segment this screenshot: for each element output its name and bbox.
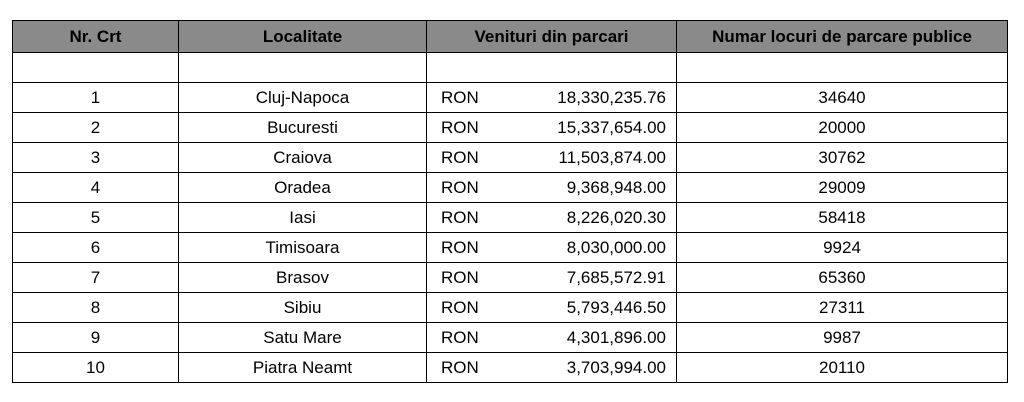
venituri-cell: [427, 263, 677, 293]
table-row: [13, 113, 1008, 143]
currency-label: RON: [441, 177, 479, 197]
numar-locuri-cell: 29009: [677, 173, 1008, 203]
nr-crt-cell: 3: [13, 143, 179, 173]
venituri-cell: [427, 233, 677, 263]
header-row: [13, 21, 1008, 53]
currency-label: RON: [441, 237, 479, 257]
revenue-amount: 5,793,446.50: [566, 297, 666, 317]
nr-crt-cell: 4: [13, 173, 179, 203]
numar-locuri-cell: 34640: [677, 83, 1008, 113]
header-localitate: Localitate: [179, 21, 427, 53]
numar-locuri-cell: 20000: [677, 113, 1008, 143]
table-row: [13, 293, 1008, 323]
header-nr-crt: Nr. Crt: [13, 21, 179, 53]
table-row: [13, 323, 1008, 353]
table-row: [13, 83, 1008, 113]
localitate-cell: Bucuresti: [179, 113, 427, 143]
header-venituri: Venituri din parcari: [427, 21, 677, 53]
nr-crt-cell: 2: [13, 113, 179, 143]
localitate-cell: Satu Mare: [179, 323, 427, 353]
venituri-cell: [427, 203, 677, 233]
nr-crt-cell: 5: [13, 203, 179, 233]
currency-label: RON: [441, 87, 479, 107]
numar-locuri-cell: 27311: [677, 293, 1008, 323]
nr-crt-cell: 7: [13, 263, 179, 293]
venituri-cell: [427, 143, 677, 173]
table-row: [13, 353, 1008, 383]
revenue-amount: 8,030,000.00: [566, 237, 666, 257]
numar-locuri-cell: 65360: [677, 263, 1008, 293]
revenue-amount: 3,703,994.00: [566, 357, 666, 377]
nr-crt-cell: 6: [13, 233, 179, 263]
revenue-amount: 15,337,654.00: [557, 117, 666, 137]
numar-locuri-cell: 58418: [677, 203, 1008, 233]
nr-crt-cell: 9: [13, 323, 179, 353]
localitate-cell: Craiova: [179, 143, 427, 173]
venituri-cell: [427, 113, 677, 143]
currency-label: RON: [441, 297, 479, 317]
revenue-amount: 9,368,948.00: [566, 177, 666, 197]
venituri-cell: [427, 323, 677, 353]
currency-label: RON: [441, 147, 479, 167]
localitate-cell: Iasi: [179, 203, 427, 233]
numar-locuri-cell: 9924: [677, 233, 1008, 263]
parking-revenue-table: [12, 20, 1008, 383]
header-numar-locuri: Numar locuri de parcare publice: [677, 21, 1008, 53]
venituri-cell: [427, 353, 677, 383]
table-row: [13, 263, 1008, 293]
currency-label: RON: [441, 267, 479, 287]
currency-label: RON: [441, 357, 479, 377]
venituri-cell: [427, 83, 677, 113]
localitate-cell: Timisoara: [179, 233, 427, 263]
table-row: [13, 143, 1008, 173]
empty-cell: [13, 53, 179, 83]
numar-locuri-cell: 30762: [677, 143, 1008, 173]
venituri-cell: [427, 173, 677, 203]
localitate-cell: Cluj-Napoca: [179, 83, 427, 113]
table-row: [13, 203, 1008, 233]
nr-crt-cell: 1: [13, 83, 179, 113]
table-row: [13, 233, 1008, 263]
empty-cell: [677, 53, 1008, 83]
revenue-amount: 18,330,235.76: [557, 87, 666, 107]
currency-label: RON: [441, 207, 479, 227]
revenue-amount: 4,301,896.00: [566, 327, 666, 347]
venituri-cell: [427, 293, 677, 323]
revenue-amount: 7,685,572.91: [566, 267, 666, 287]
localitate-cell: Oradea: [179, 173, 427, 203]
currency-label: RON: [441, 117, 479, 137]
currency-label: RON: [441, 327, 479, 347]
table-row: [13, 173, 1008, 203]
empty-cell: [179, 53, 427, 83]
nr-crt-cell: 10: [13, 353, 179, 383]
empty-cell: [427, 53, 677, 83]
numar-locuri-cell: 20110: [677, 353, 1008, 383]
revenue-amount: 11,503,874.00: [558, 147, 666, 167]
numar-locuri-cell: 9987: [677, 323, 1008, 353]
empty-row: [13, 53, 1008, 83]
nr-crt-cell: 8: [13, 293, 179, 323]
localitate-cell: Brasov: [179, 263, 427, 293]
revenue-amount: 8,226,020.30: [566, 207, 666, 227]
localitate-cell: Sibiu: [179, 293, 427, 323]
localitate-cell: Piatra Neamt: [179, 353, 427, 383]
